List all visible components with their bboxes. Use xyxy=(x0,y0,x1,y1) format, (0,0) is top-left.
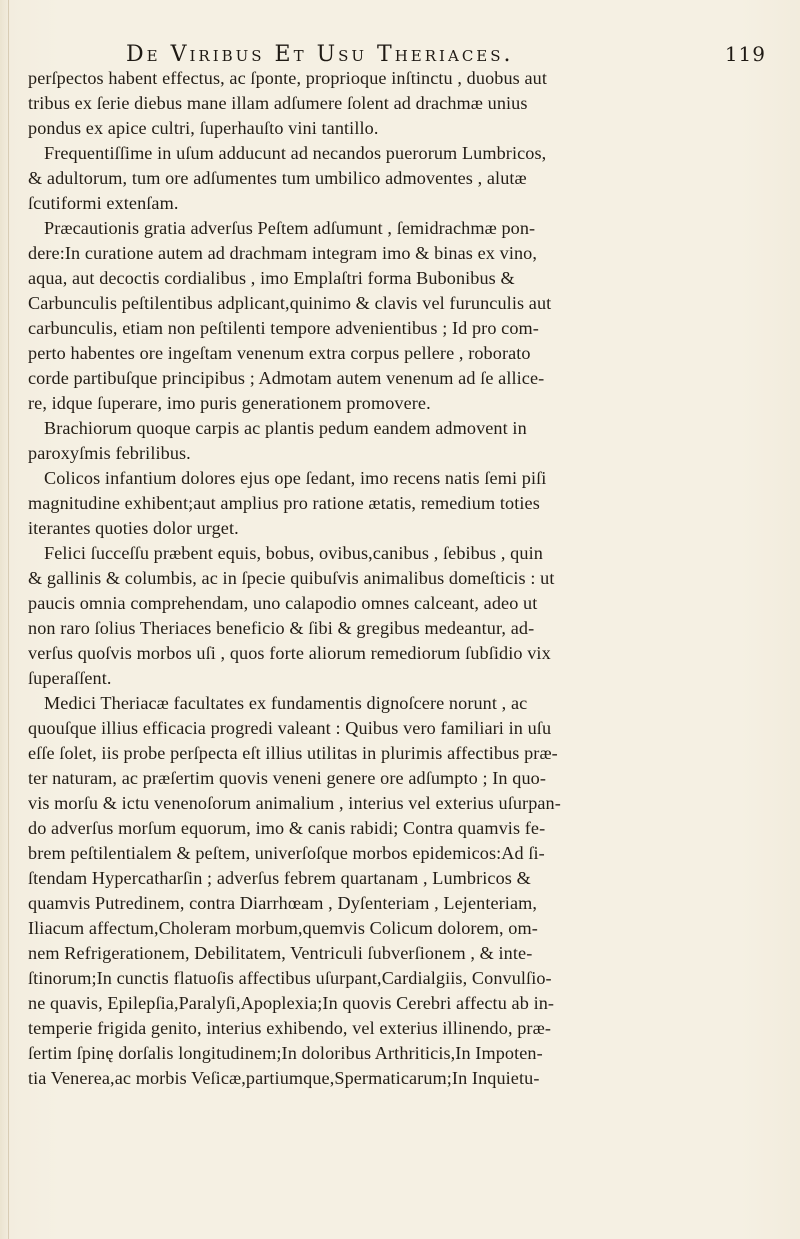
page-gutter xyxy=(8,0,9,1239)
text-line: Colicos infantium dolores ejus ope ſedant, imo recens natis ſemi piſi xyxy=(44,468,547,488)
text-line: Iliacum affectum,Choleram morbum,quemvis Colicum dolorem, om- xyxy=(28,918,538,938)
text-line: quouſque illius efficacia progredi valeant : Quibus vero familiari in uſu xyxy=(28,718,552,738)
text-line: Felici ſucceſſu præbent equis, bobus, ovibus,canibus , ſebibus , quin xyxy=(44,543,543,563)
text-line: nem Refrigerationem, Debilitatem, Ventriculi ſubverſionem , & inte- xyxy=(28,943,533,963)
text-line: carbunculis, etiam non peſtilenti tempore advenientibus ; Id pro com- xyxy=(28,318,539,338)
text-line: perto habentes ore ingeſtam venenum extra corpus pellere , roborato xyxy=(28,343,531,363)
text-line: brem peſtilentialem & peſtem, univerſoſque morbos epidemicos:Ad ſi- xyxy=(28,843,545,863)
body-text xyxy=(28,66,776,1091)
running-head: De Viribus Et Usu Theriaces. xyxy=(126,42,514,67)
text-line: iterantes quoties dolor urget. xyxy=(28,518,239,538)
text-line: Carbunculis peſtilentibus adplicant,quinimo & clavis vel furunculis aut xyxy=(28,293,552,313)
text-line: tia Venerea,ac morbis Veſicæ,partiumque,Spermaticarum;In Inquietu- xyxy=(28,1068,540,1088)
text-line: paucis omnia comprehendam, uno calapodio omnes calceant, adeo ut xyxy=(28,593,538,613)
text-line: non raro ſolius Theriaces beneficio & ſibi & gregibus medeantur, ad- xyxy=(28,618,535,638)
text-line: quamvis Putredinem, contra Diarrhœam , Dyſenteriam , Lejenteriam, xyxy=(28,893,538,913)
text-line: perſpectos habent effectus, ac ſponte, proprioque inſtinctu , duobus aut xyxy=(28,68,547,88)
page-number: 119 xyxy=(724,42,766,66)
text-line: aqua, aut decoctis cordialibus , imo Emplaſtri forma Bubonibus & xyxy=(28,268,515,288)
text-line: ſtinorum;In cunctis flatuoſis affectibus uſurpant,Cardialgiis, Convulſio- xyxy=(28,968,552,988)
text-line: corde partibuſque principibus ; Admotam autem venenum ad ſe allice- xyxy=(28,368,545,388)
text-line: & gallinis & columbis, ac in ſpecie quibuſvis animalibus domeſticis : ut xyxy=(28,568,555,588)
text-line: vis morſu & ictu venenoſorum animalium , interius vel exterius uſurpan- xyxy=(28,793,561,813)
text-line: ſtendam Hypercatharſin ; adverſus febrem quartanam , Lumbricos & xyxy=(28,868,531,888)
text-line: Præcautionis gratia adverſus Peſtem adſumunt , ſemidrachmæ pon- xyxy=(44,218,536,238)
text-line: magnitudine exhibent;aut amplius pro ratione ætatis, remedium toties xyxy=(28,493,540,513)
text-line: dere:In curatione autem ad drachmam integram imo & binas ex vino, xyxy=(28,243,538,263)
text-line: paroxyſmis febrilibus. xyxy=(28,443,191,463)
text-line: ſertim ſpinę dorſalis longitudinem;In doloribus Arthriticis,In Impoten- xyxy=(28,1043,543,1063)
text-line: Brachiorum quoque carpis ac plantis pedum eandem admovent in xyxy=(44,418,527,438)
text-line: tribus ex ſerie diebus mane illam adſumere ſolent ad drachmæ unius xyxy=(28,93,528,113)
text-line: ſuperaſſent. xyxy=(28,668,112,688)
text-line: ne quavis, Epilepſia,Paralyſi,Apoplexia;In quovis Cerebri affectu ab in- xyxy=(28,993,555,1013)
text-line: temperie frigida genito, interius exhibendo, vel exterius illinendo, præ- xyxy=(28,1018,551,1038)
text-line: eſſe ſolet, iis probe perſpecta eſt illius utilitas in plurimis affectibus præ- xyxy=(28,743,558,763)
text-line: Frequentiſſime in uſum adducunt ad necandos puerorum Lumbricos, xyxy=(44,143,547,163)
text-line: ter naturam, ac præſertim quovis veneni genere ore adſumpto ; In quo- xyxy=(28,768,547,788)
text-line: verſus quoſvis morbos uſi , quos forte aliorum remediorum ſubſidio vix xyxy=(28,643,551,663)
text-line: do adverſus morſum equorum, imo & canis rabidi; Contra quamvis fe- xyxy=(28,818,546,838)
text-line: re, idque ſuperare, imo puris generationem promovere. xyxy=(28,393,431,413)
text-line: Medici Theriacæ facultates ex fundamentis dignoſcere norunt , ac xyxy=(44,693,528,713)
text-line: ſcutiformi extenſam. xyxy=(28,193,179,213)
text-line: pondus ex apice cultri, ſuperhauſto vini tantillo. xyxy=(28,118,379,138)
text-line: & adultorum, tum ore adſumentes tum umbilico admoventes , alutæ xyxy=(28,168,527,188)
